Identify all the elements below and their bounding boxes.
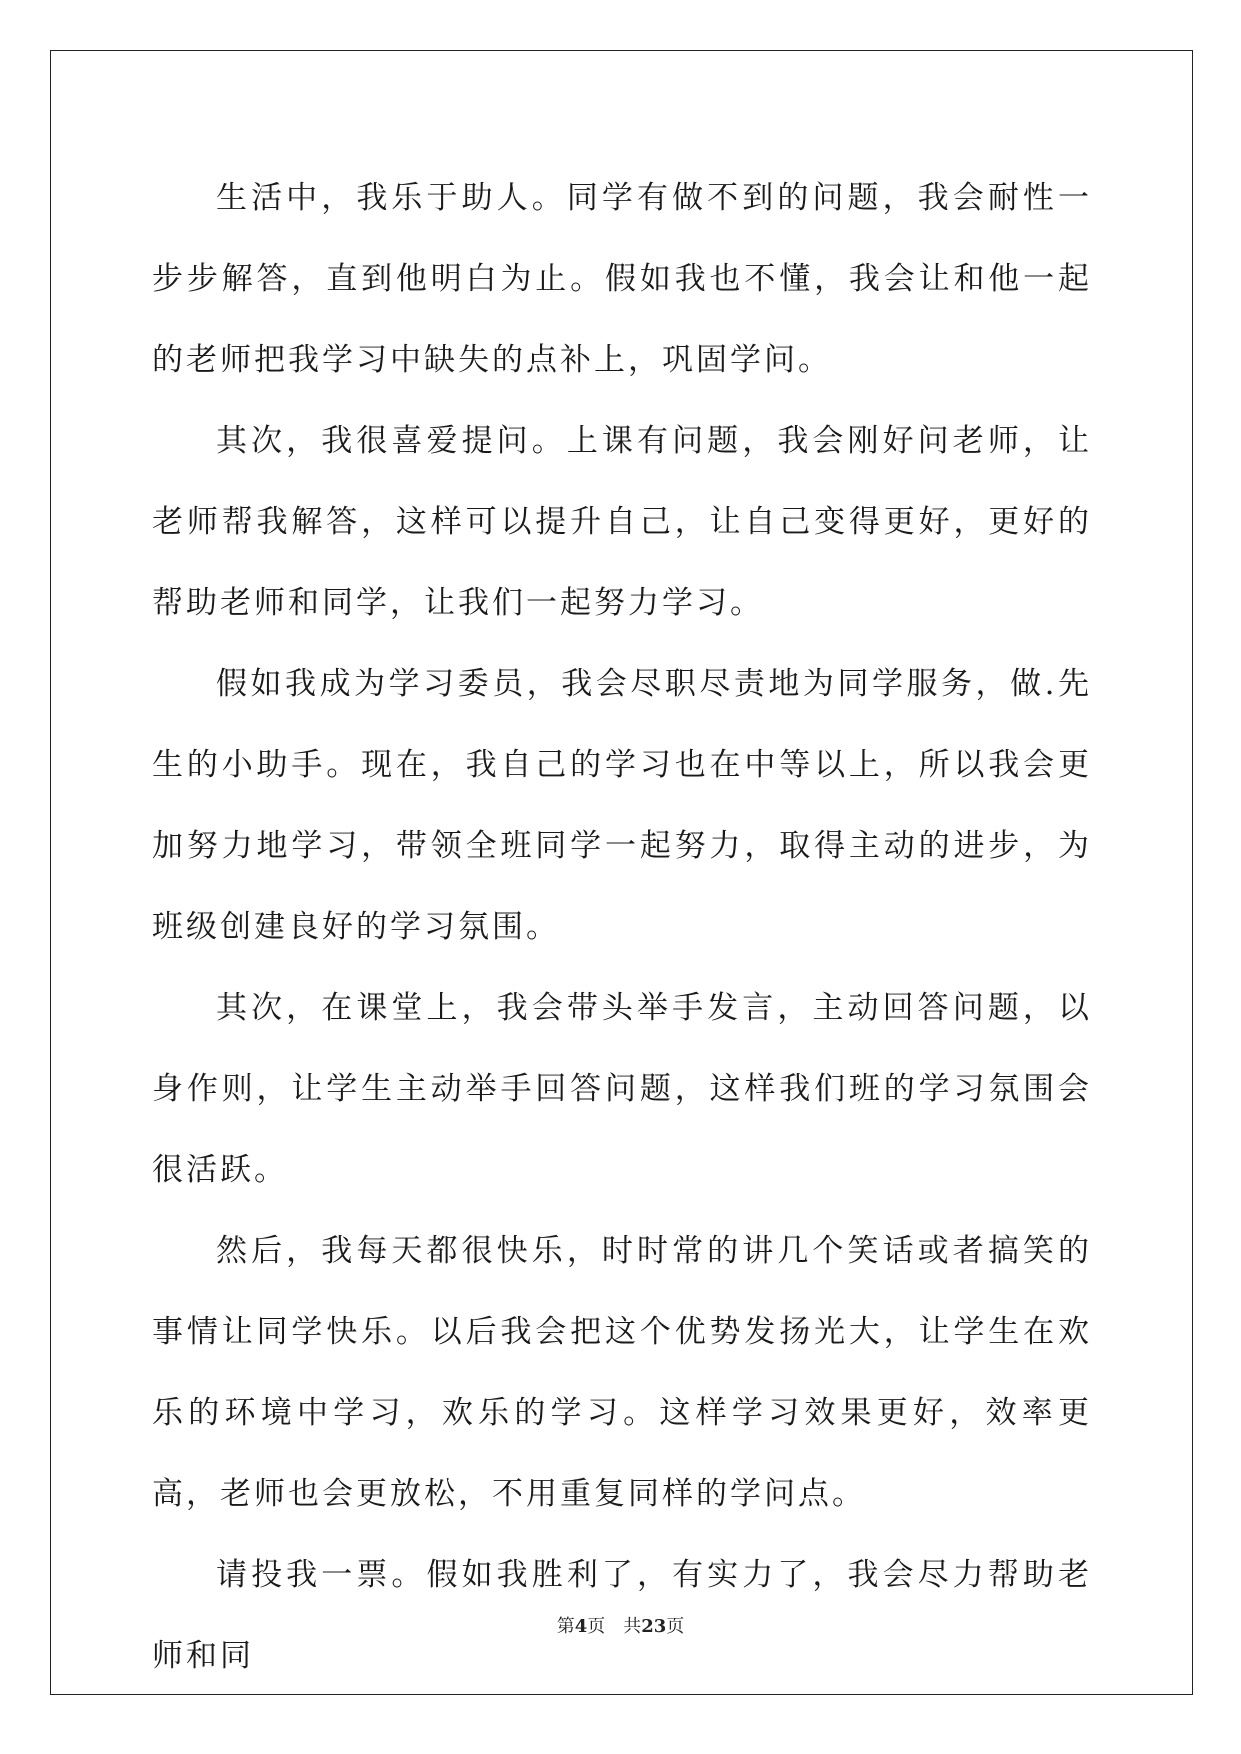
total-pages: 23 [641,1616,667,1637]
total-suffix: 页 [666,1616,685,1637]
paragraph: 其次，我很喜爱提问。上课有问题，我会刚好问老师，让老师帮我解答，这样可以提升自己，让自己变得更好，更好的帮助老师和同学，让我们一起努力学习。 [152,423,1092,621]
paragraph: 假如我成为学习委员，我会尽职尽责地为同学服务，做.先生的小助手。现在，我自己的学习也在中等以上，所以我会更加努力地学习，带领全班同学一起努力，取得主动的进步，为班级创建良好的学习氛围。 [152,666,1092,945]
page-number: 4 [574,1616,588,1637]
paragraph: 其次，在课堂上，我会带头举手发言，主动回答问题，以身作则，让学生主动举手回答问题，这样我们班的学习氛围会很活跃。 [152,990,1092,1188]
paragraph: 请投我一票。假如我胜利了，有实力了，我会尽力帮助老师和同 [152,1557,1092,1674]
page-prefix: 第 [556,1616,575,1637]
document-body [152,158,1092,1697]
page-footer [0,1612,1241,1638]
paragraph: 然后，我每天都很快乐，时时常的讲几个笑话或者搞笑的事情让同学快乐。以后我会把这个优势发扬光大，让学生在欢乐的环境中学习，欢乐的学习。这样学习效果更好，效率更高，老师也会更放松，不用重复同样的学问点。 [152,1233,1092,1512]
total-prefix: 共 [623,1616,642,1637]
paragraph: 生活中，我乐于助人。同学有做不到的问题，我会耐性一步步解答，直到他明白为止。假如我也不懂，我会让和他一起的老师把我学习中缺失的点补上，巩固学问。 [152,180,1092,378]
page-suffix: 页 [587,1616,606,1637]
